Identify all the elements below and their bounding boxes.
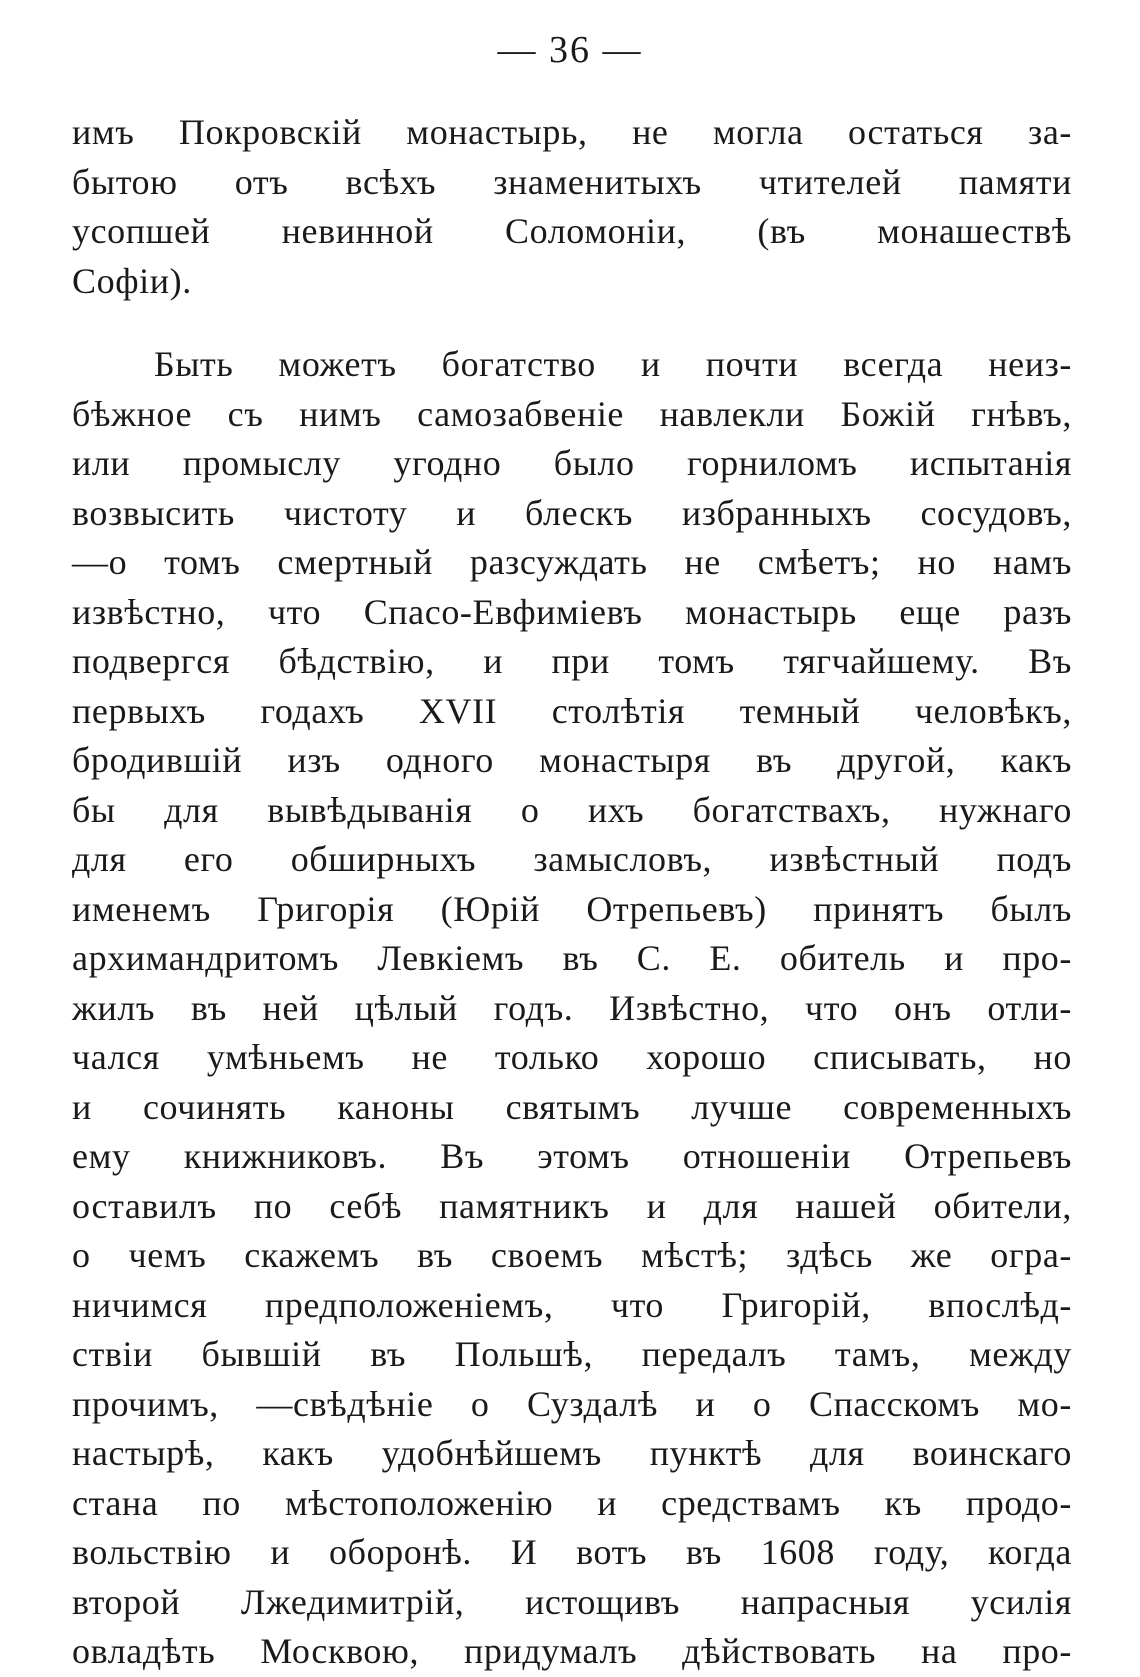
text-line: бродившій изъ одного монастыря въ другой, какъ <box>72 740 1072 780</box>
text-line: и сочинять каноны святымъ лучше современныхъ <box>72 1086 1072 1127</box>
text-line: подвергся бѣдствію, и при томъ тягчайшему. Въ <box>72 641 1072 681</box>
paragraph-2 <box>72 340 1072 1677</box>
text-line: о чемъ скажемъ въ своемъ мѣстѣ; здѣсь же огра- <box>72 1235 1072 1275</box>
text-line: или промыслу угодно было горниломъ испытанія <box>72 443 1072 483</box>
text-line: ничимся предположеніемъ, что Григорій, впослѣд- <box>72 1284 1072 1325</box>
text-line: извѣстно, что Спасо-Евфиміевъ монастырь еще разъ <box>72 591 1072 632</box>
text-line: ему книжниковъ. Въ этомъ отношеніи Отрепьевъ <box>72 1136 1072 1176</box>
text-line: бы для вывѣдыванія о ихъ богатствахъ, нужнаго <box>72 789 1072 830</box>
text-line: возвысить чистоту и блескъ избранныхъ сосудовъ, <box>72 492 1072 533</box>
text-line: бытою отъ всѣхъ знаменитыхъ чтителей памяти <box>72 161 1072 202</box>
text-line: первыхъ годахъ XVII столѣтія темный человѣкъ, <box>72 690 1072 731</box>
paragraph-1 <box>72 108 1072 306</box>
text-line: чался умѣньемъ не только хорошо списывать, но <box>72 1037 1072 1077</box>
text-line: усопшей невинной Соломоніи, (въ монашествѣ <box>72 211 1072 251</box>
page-number: — 36 — <box>497 29 643 71</box>
text-line: именемъ Григорія (Юрій Отрепьевъ) принятъ былъ <box>72 888 1072 929</box>
text-line: имъ Покровскій монастырь, не могла остаться за- <box>72 112 1072 152</box>
text-line: оставилъ по себѣ памятникъ и для нашей обители, <box>72 1185 1072 1226</box>
text-line: жилъ въ ней цѣлый годъ. Извѣстно, что онъ отли- <box>72 987 1072 1028</box>
text-line: Софіи). <box>72 260 192 301</box>
text-line: прочимъ, —свѣдѣніе о Суздалѣ и о Спасскомъ мо- <box>72 1383 1072 1424</box>
text-line: второй Лжедимитрій, истощивъ напрасныя усилія <box>72 1581 1072 1622</box>
text-line: ствіи бывшій въ Польшѣ, передалъ тамъ, между <box>72 1334 1072 1374</box>
text-line: для его обширныхъ замысловъ, извѣстный подъ <box>72 839 1072 879</box>
text-line: стана по мѣстоположенію и средствамъ къ продо- <box>72 1482 1072 1523</box>
text-line: Быть можетъ богатство и почти всегда неиз- <box>154 344 1072 384</box>
text-line: —о томъ смертный разсуждать не смѣетъ; но намъ <box>72 542 1072 582</box>
text-line: овладѣть Москвою, придумалъ дѣйствовать на про- <box>72 1631 1072 1671</box>
text-line: вольствію и оборонѣ. И вотъ въ 1608 году, когда <box>72 1532 1072 1572</box>
text-line: архимандритомъ Левкіемъ въ С. Е. обитель и про- <box>72 938 1072 978</box>
text-line: бѣжное съ нимъ самозабвеніе навлекли Божій гнѣвъ, <box>72 393 1072 434</box>
text-line: настырѣ, какъ удобнѣйшемъ пунктѣ для воинскаго <box>72 1433 1072 1473</box>
